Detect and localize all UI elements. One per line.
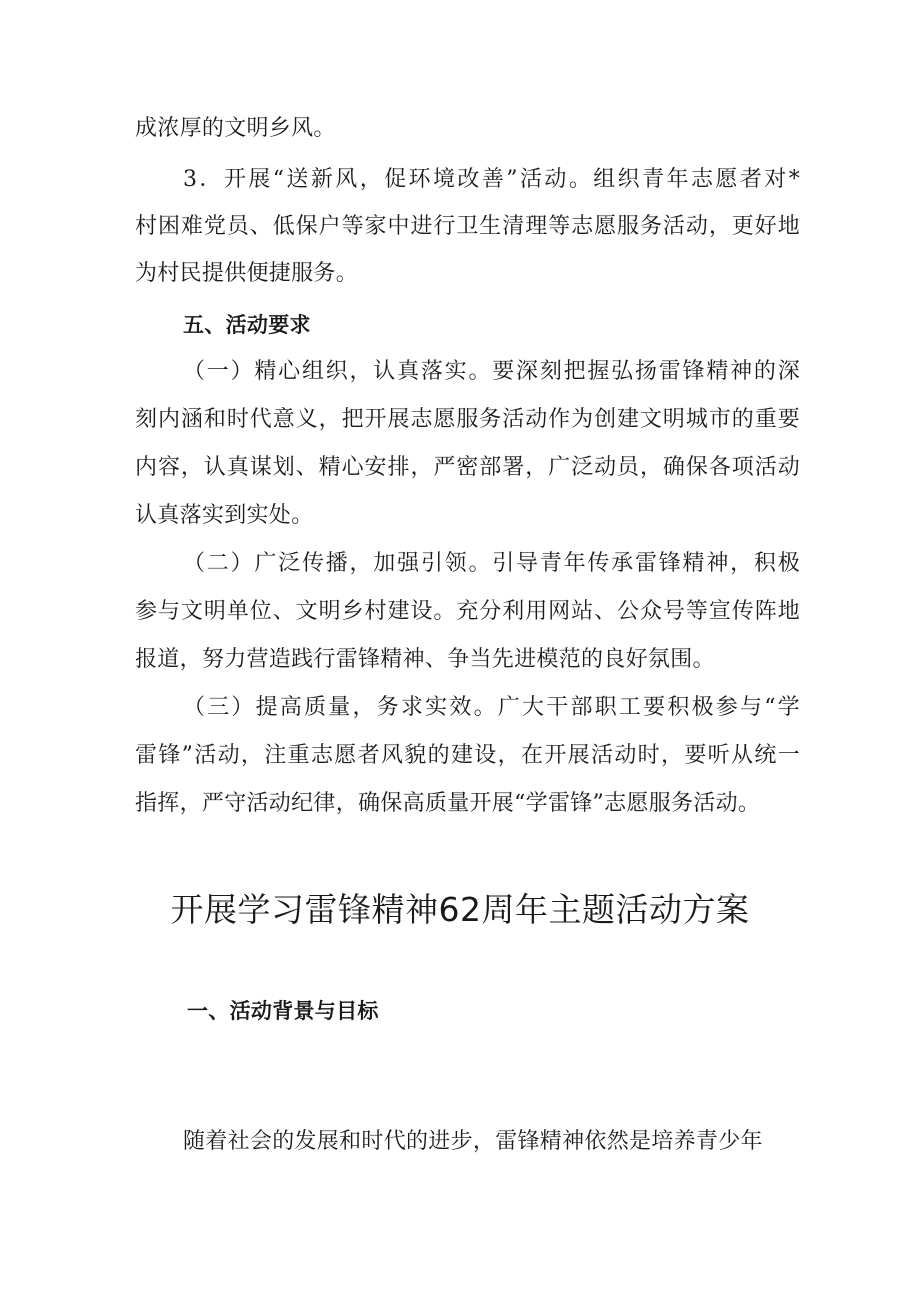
text-line: （三）提高质量，务求实效。广大干部职工要积极参与“学 [183,695,800,720]
text-line: 村困难党员、低保户等家中进行卫生清理等志愿服务活动，更好地 [135,214,800,239]
section-heading: 五、活动要求 [183,313,311,337]
text-line: 3．开展“送新风，促环境改善”活动。组织青年志愿者对* [183,167,800,192]
text-line: 认真落实到实处。 [135,503,314,528]
text-line: 指挥，严守活动纪律，确保高质量开展“学雷锋”志愿服务活动。 [135,791,761,816]
text-line: 为村民提供便捷服务。 [135,261,359,286]
text-line: 参与文明单位、文明乡村建设。充分利用网站、公众号等宣传阵地 [135,599,800,624]
text-line: 成浓厚的文明乡风。 [135,116,336,141]
text-line: （一）精心组织，认真落实。要深刻把握弘扬雷锋精神的深 [183,359,800,384]
section-heading: 一、活动背景与目标 [187,999,379,1023]
text-line: 刻内涵和时代意义，把开展志愿服务活动作为创建文明城市的重要 [135,407,800,432]
text-line: （二）广泛传播，加强引领。引导青年传承雷锋精神，积极 [183,551,800,576]
text-line: 内容，认真谋划、精心安排，严密部署，广泛动员，确保各项活动 [135,455,800,480]
document-title: 开展学习雷锋精神62周年主题活动方案 [170,890,750,929]
text-line: 雷锋”活动，注重志愿者风貌的建设，在开展活动时，要听从统一 [135,743,800,768]
text-line: 报道，努力营造践行雷锋精神、争当先进模范的良好氛围。 [135,647,715,672]
text-line: 随着社会的发展和时代的进步，雷锋精神依然是培养青少年 [183,1129,763,1154]
